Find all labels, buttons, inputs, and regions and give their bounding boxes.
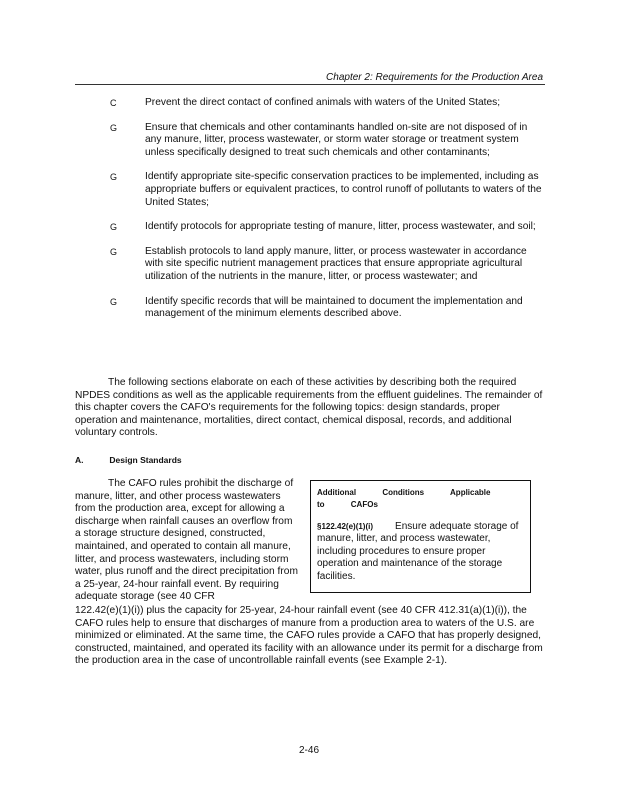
bullet-icon: C (110, 98, 117, 108)
list-item (75, 221, 545, 234)
bullet-icon: G (110, 122, 118, 133)
bullet-icon: G (110, 246, 118, 257)
list-item (75, 171, 545, 209)
continuation-paragraph: 122.42(e)(1)(i)) plus the capacity for 25-year, 24-hour rainfall event (see 40 CFR 412.31(a)(1)(i)), the CAFO rules help to ensure that discharges of manure from a production area to waters of the U.S. are minimized or eliminated. At the same time, the CAFO rules provide a CAFO that has properly designed, constructed, maintained, and operated its facility with an allowance under its permit for a discharge from the production area in the case of uncontrollable rainfall events (see Example 2-1). (75, 605, 543, 667)
bullet-icon: G (110, 296, 118, 307)
sidebar-regulation: §122.42(e)(1)(i) (317, 522, 374, 531)
chapter-title: Chapter 2: Requirements for the Production Area (326, 72, 543, 83)
list-item (75, 97, 545, 110)
bullet-text: Establish protocols to land apply manure, litter, or process wastewater in accordance with site specific nutrient management practices that ensure appropriate agricultural utilization of the nutrients in the manure, litter, or process wastewater; and (145, 245, 527, 282)
left-column (75, 478, 300, 604)
section-letter: A. (75, 455, 84, 465)
section-title: Design Standards (109, 455, 182, 465)
section-heading (75, 455, 182, 465)
sidebar-body (317, 521, 524, 583)
sidebar-title: Additional Conditions Applicable to CAFOs (317, 488, 491, 509)
intro-paragraph: The following sections elaborate on each of these activities by describing both the required NPDES conditions as well as the applicable requirements from the effluent guidelines. The remainder of this chapter covers the CAFO's requirements for the following topics: design standards, proper operation and maintenance, mortalities, direct contact, chemical disposal, records, and additional voluntary controls. (75, 377, 543, 439)
left-column-text: The CAFO rules prohibit the discharge of manure, litter, and other process wastewaters from the production area, except for allowing a discharge when rainfall causes an overflow from a storage structure designed, constructed, maintained, and operated to contain all manure, litter, and process wastewaters, including storm water, plus runoff and the direct precipitation from a 25-year, 24-hour rainfall event. By requiring adequate storage (see 40 CFR (75, 478, 298, 603)
list-item (75, 122, 545, 160)
sidebar-box (310, 480, 531, 593)
page-number: 2-46 (298, 745, 319, 756)
list-item (75, 246, 545, 284)
bullet-text: Identify protocols for appropriate testing of manure, litter, process wastewater, and soil; (145, 221, 536, 233)
header-rule (75, 84, 545, 85)
list-item (75, 296, 545, 321)
sidebar-text: Ensure adequate storage of manure, litter, and process wastewater, including procedures to ensure proper operation and maintenance of the storage facilities. (317, 521, 519, 582)
bullet-icon: G (110, 222, 118, 233)
bullet-text: Ensure that chemicals and other contaminants handled on-site are not disposed of in any manure, litter, process wastewater, or storm water storage or treatment system unless specifically designed to treat such chemicals and other contaminants; (145, 121, 528, 158)
bullet-text: Prevent the direct contact of confined animals with waters of the United States; (145, 97, 501, 108)
bullet-text: Identify appropriate site-specific conservation practices to be implemented, including as appropriate buffers or equivalent practices, to control runoff of pollutants to waters of the United States; (145, 171, 542, 208)
bullet-list (75, 97, 545, 333)
bullet-icon: G (110, 172, 118, 183)
bullet-text: Identify specific records that will be maintained to document the implementation and management of the minimum elements described above. (145, 295, 523, 320)
